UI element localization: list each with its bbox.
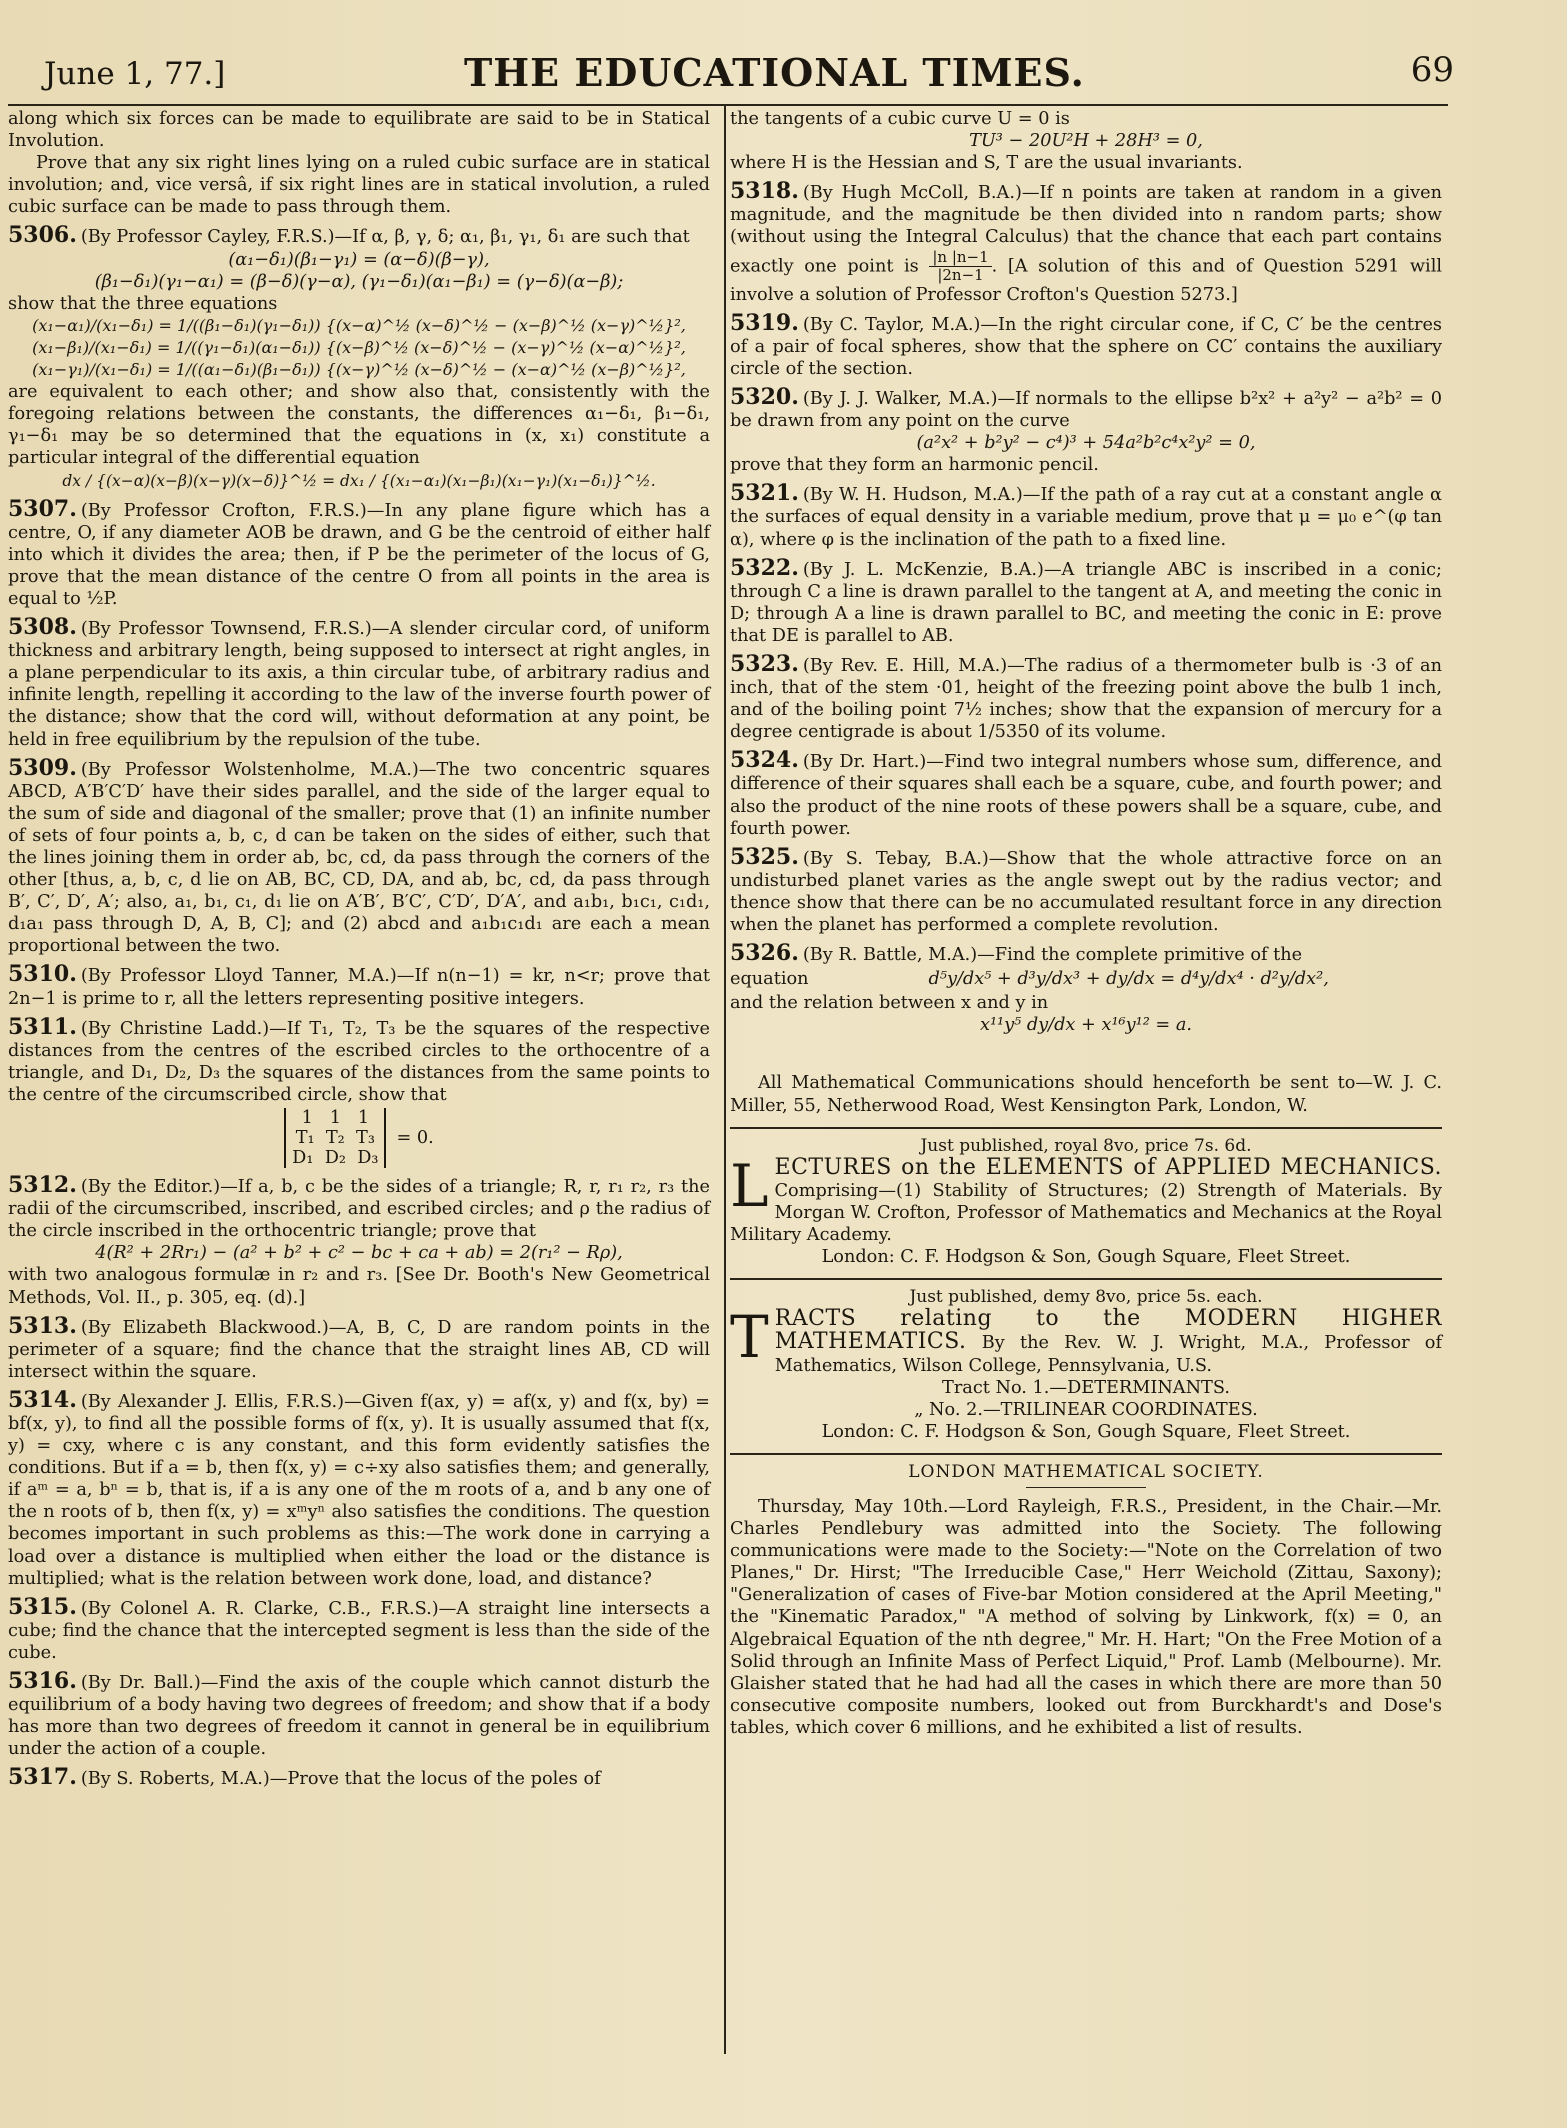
- question-text: (By J. J. Walker, M.A.)—If normals to the ellipse b²x² + a²y² − a²b² = 0 be drawn from any point on the curve: [730, 388, 1442, 432]
- left-column: [8, 108, 710, 1790]
- question-number: 5313.: [8, 1312, 77, 1339]
- tract-item: Tract No. 1.—DETERMINANTS.: [942, 1377, 1230, 1398]
- question-5316: [8, 1670, 710, 1760]
- page-number: 69: [1410, 50, 1454, 90]
- question-5320: [730, 383, 1442, 432]
- question-text: and the relation between x and y in: [730, 993, 1049, 1014]
- ad-text: By the Rev. W. J. Wright, M.A., Professor of Mathematics, Wilson College, Pennsylvania, U.S.: [774, 1333, 1443, 1376]
- question-text: (By W. H. Hudson, M.A.)—If the path of a ray cut at a constant angle α the surfaces of equal density in a variable medium, prove that μ = μ₀ e^(φ tan α), where φ is the inclination of the path to a fixed line.: [730, 485, 1442, 550]
- ad-publisher: London: C. F. Hodgson & Son, Gough Square, Fleet Street.: [821, 1247, 1351, 1268]
- question-5321: [730, 482, 1442, 550]
- question-text: (By Professor Lloyd Tanner, M.A.)—If n(n−1) = kr, n<r; prove that 2n−1 is prime to r, all the letters representing positive integers.: [8, 966, 710, 1009]
- differential-equation: dx / {(x−α)(x−β)(x−γ)(x−δ)}^½ = dx₁ / {(x₁−α₁)(x₁−β₁)(x₁−γ₁)(x₁−δ₁)}^½.: [62, 471, 656, 490]
- formula: 4(R² + 2Rr₁) − (a² + b² + c² − bc + ca + ab) = 2(r₁² − Rρ),: [95, 1243, 623, 1264]
- question-number: 5316.: [8, 1668, 77, 1694]
- question-number: 5325.: [730, 843, 799, 870]
- question-number: 5318.: [730, 178, 799, 205]
- ad-publisher: London: C. F. Hodgson & Son, Gough Square, Fleet Street.: [821, 1421, 1351, 1442]
- question-text: (By Rev. E. Hill, M.A.)—The radius of a thermometer bulb is ·3 of an inch, that of the stem ·01, height of the freezing point above the bulb 1 inch, and of the boiling point 7½ inches; show that the expansion of mercury for a degree centigrade is about 1/5350 of its volume.: [730, 655, 1442, 743]
- question-text: (By Professor Crofton, F.R.S.)—In any plane figure which has a centre, O, if any diameter AOB be drawn, and G be the centroid of either half into which it divides the area; then, if P be the perimeter of the locus of G, prove that the mean distance of the centre O from all points in the area is equal to ½P.: [8, 500, 710, 609]
- question-text: prove that they form an harmonic pencil.: [730, 455, 1099, 476]
- question-number: 5307.: [8, 495, 77, 522]
- advertisement-tracts: [730, 1303, 1443, 1376]
- society-report: Thursday, May 10th.—Lord Rayleigh, F.R.S., President, in the Chair.—Mr. Charles Pendlebury was admitted into the Society. The following communications were made to the Society:—"Note on the Correlation of two Planes," Dr. Hirst; "The Irreducible Case," Herr Weichold (Zittau, Saxony); "Generalization of cases of Five-bar Motion considered at the April Meeting," the "Kinematic Paradox," "A method of solving by Linkwork, f(x) = 0, an Algebraical Equation of the nth degree," Mr. H. Hart; "On the Free Motion of a Solid through an Infinite Mass of Perfect Liquid," Prof. Lamb (Melbourne). Mr. Glaisher stated that he had had all the cases in which there are more than 50 consecutive composite numbers, looked out from Burckhardt's and Dose's tables, which cover 6 millions, and he exhibited a list of results.: [730, 1496, 1442, 1738]
- continued-text: where H is the Hessian and S, T are the usual invariants.: [730, 153, 1243, 174]
- question-5315: [8, 1593, 710, 1664]
- section-rule: [730, 1453, 1442, 1455]
- question-number: 5321.: [730, 480, 799, 507]
- question-number: 5312.: [8, 1172, 77, 1199]
- formula: (β₁−δ₁)(γ₁−α₁) = (β−δ)(γ−α), (γ₁−δ₁)(α₁−β₁) = (γ−δ)(α−β);: [94, 271, 624, 292]
- ad-text: Comprising—(1) Stability of Structures; (2) Strength of Materials. By Morgan W. Crofton, Professor of Mathematics and Mechanics at the Royal Military Academy.: [730, 1180, 1442, 1246]
- question-5314: [8, 1386, 710, 1590]
- question-number: 5317.: [8, 1764, 77, 1791]
- equation: (x₁−γ₁)/(x₁−δ₁) = 1/((α₁−δ₁)(β₁−δ₁)) {(x−γ)^½ (x−δ)^½ − (x−α)^½ (x−β)^½}²,: [32, 360, 686, 380]
- question-number: 5322.: [730, 554, 799, 581]
- question-5310: [8, 963, 710, 1009]
- question-number: 5311.: [8, 1013, 77, 1040]
- intro-text-2: Prove that any six right lines lying on a ruled cubic surface are in statical involution; and, vice versâ, if six right lines are in statical involution, a ruled cubic surface can be made to pass through them.: [8, 153, 710, 218]
- formula: (a²x² + b²y² − c⁴)³ + 54a²b²c⁴x²y² = 0,: [916, 433, 1256, 454]
- question-text: (By Colonel A. R. Clarke, C.B., F.R.S.)—A straight line intersects a cube; find the chance that the intercepted segment is less than the side of the cube.: [8, 1598, 710, 1663]
- question-text: (By R. Battle, M.A.)—Find the complete primitive of the: [802, 945, 1303, 966]
- question-number: 5310.: [8, 961, 77, 988]
- question-number: 5314.: [8, 1386, 77, 1413]
- advertisement-lectures: [730, 1151, 1442, 1246]
- formula: x¹¹y⁵ dy/dx + x¹⁶y¹² = a.: [979, 1015, 1193, 1036]
- page-header: [44, 42, 1454, 100]
- differential-equation: d⁵y/dx⁵ + d³y/dx³ + dy/dx = d⁴y/dx⁴ · d²y/dx²,: [928, 969, 1329, 990]
- fraction-numerator: |n |n−1: [929, 249, 991, 267]
- drop-cap: T: [730, 1303, 769, 1372]
- question-5306: [8, 224, 710, 248]
- question-5319: [730, 309, 1442, 380]
- question-number: 5309.: [8, 754, 77, 781]
- question-text: (By Professor Wolstenholme, M.A.)—The two concentric squares ABCD, A′B′C′D′ have their sides parallel, and the side of the larger equal to the sum of side and diagonal of the smaller; prove that (1) an infinite number of sets of four points a, b, c, d can be taken on the sides of either, such that the lines joining them in order ab, bc, cd, da pass through the corners of the other [thus, a, b, c, d lie on AB, BC, CD, DA, and ab, bc, cd, da pass through B′, C′, D′, A′; also, a₁, b₁, c₁, d₁ lie on A′B′, B′C′, C′D′, D′A′, and a₁b₁, b₁c₁, c₁d₁, d₁a₁ pass through D, A, B, C]; and (2) abcd and a₁b₁c₁d₁ are each a mean proportional between the two.: [8, 759, 710, 957]
- question-number: 5319.: [730, 309, 799, 336]
- question-5311: [8, 1013, 710, 1106]
- question-text: (By Dr. Ball.)—Find the axis of the couple which cannot disturb the equilibrium of a body having two degrees of freedom; and show that if a body has more than two degrees of freedom it cannot in general be in equilibrium under the action of a couple.: [8, 1673, 710, 1760]
- journal-title: THE EDUCATIONAL TIMES.: [464, 50, 1085, 95]
- differential-equation-row: [730, 968, 1442, 990]
- ad-title: ECTURES on the ELEMENTS of APPLIED MECHANICS.: [774, 1154, 1442, 1180]
- question-text: with two analogous formulæ in r₂ and r₃. [See Dr. Booth's New Geometrical Methods, Vol. II., p. 305, eq. (d).]: [8, 1265, 710, 1308]
- column-divider: [724, 104, 726, 2054]
- question-5309: [8, 754, 710, 958]
- question-number: 5324.: [730, 747, 799, 774]
- drop-cap: L: [730, 1151, 769, 1220]
- question-text: (By S. Tebay, B.A.)—Show that the whole attractive force on an undisturbed planet varies as the angle swept out by the radius vector; and thence show that there can be no accumulated resultant force in any direction when the planet has performed a complete revolution.: [730, 848, 1442, 935]
- header-rule: [8, 104, 1448, 106]
- determinant-row: T₁ T₂ T₃: [295, 1128, 375, 1149]
- question-5307: [8, 495, 710, 610]
- issue-date: June 1, 77.]: [44, 56, 226, 92]
- question-text: are equivalent to each other; and show also that, consistently with the foregoing relations between the constants, the differences α₁−δ₁, β₁−δ₁, γ₁−δ₁ may be so determined that the equations in (x, x₁) constitute a particular integral of the differential equation: [8, 382, 710, 469]
- equals-zero: = 0.: [396, 1127, 434, 1148]
- question-5308: [8, 616, 710, 751]
- determinant-equation: [8, 1108, 710, 1168]
- question-text: (By Alexander J. Ellis, F.R.S.)—Given f(ax, y) = af(x, y) and f(x, by) = bf(x, y), to find all the possible forms of f(x, y). It is usually assumed that f(x, y) = cxy, where c is any constant, and this form evidently satisfies the conditions. But if a = b, then f(x, y) = c÷xy also satisfies them; and generally, if aᵐ = a, bⁿ = b, that is, if a is any one of the m roots of a, and b any one of the n roots of b, then f(x, y) = xᵐyⁿ also satisfies the conditions. The question becomes important in such problems as this:—The work done in carrying a load over a distance is multiplied when either the load or the distance is multiplied; what is the relation between work done, load, and distance?: [8, 1391, 710, 1589]
- ad-heading: Just published, demy 8vo, price 5s. each.: [909, 1287, 1263, 1308]
- question-text: (By C. Taylor, M.A.)—In the right circular cone, if C, C′ be the centres of a pair of focal spheres, show that the sphere on CC′ contains the auxiliary circle of the section.: [730, 314, 1442, 379]
- formula: (α₁−δ₁)(β₁−γ₁) = (α−δ)(β−γ),: [228, 249, 490, 270]
- ad-title: RACTS relating to the MODERN HIGHER MATHEMATICS.: [774, 1306, 1442, 1355]
- question-number: 5326.: [730, 940, 799, 967]
- equation: (x₁−β₁)/(x₁−δ₁) = 1/((γ₁−δ₁)(α₁−δ₁)) {(x−β)^½ (x−δ)^½ − (x−γ)^½ (x−α)^½}²,: [32, 337, 686, 357]
- section-heading: LONDON MATHEMATICAL SOCIETY.: [908, 1461, 1264, 1482]
- question-5326: [730, 942, 1442, 966]
- question-text: (By S. Roberts, M.A.)—Prove that the locus of the poles of: [80, 1769, 601, 1790]
- question-text: (By Elizabeth Blackwood.)—A, B, C, D are random points in the perimeter of a square; find the chance that the straight lines AB, CD will intersect within the square.: [8, 1317, 710, 1382]
- question-number: 5306.: [8, 222, 77, 249]
- question-5322: [730, 554, 1442, 647]
- intro-text: along which six forces can be made to equilibrate are said to be in Statical Involution.: [8, 109, 710, 152]
- determinant-row: 1 1 1: [301, 1108, 370, 1129]
- question-5312: [8, 1174, 710, 1242]
- equation-label: equation: [730, 969, 809, 990]
- question-text: (By J. L. McKenzie, B.A.)—A triangle ABC is inscribed in a conic; through C a line is drawn parallel to the tangent at A, and meeting the conic in D; through A a line is drawn parallel to BC, and meeting the conic in E: prove that DE is parallel to AB.: [730, 559, 1442, 646]
- question-5318: [730, 180, 1442, 305]
- equation: (x₁−α₁)/(x₁−δ₁) = 1/((β₁−δ₁)(γ₁−δ₁)) {(x−α)^½ (x−δ)^½ − (x−β)^½ (x−γ)^½}²,: [32, 315, 686, 335]
- right-column: [730, 108, 1442, 1739]
- correspondence-notice: All Mathematical Communications should henceforth be sent to—W. J. C. Miller, 55, Netherwood Road, West Kensington Park, London, W.: [730, 1073, 1442, 1116]
- continued-text: the tangents of a cubic curve U = 0 is: [730, 109, 1070, 129]
- ad-heading: Just published, royal 8vo, price 7s. 6d.: [920, 1135, 1252, 1156]
- question-number: 5323.: [730, 650, 799, 677]
- question-text: (By Professor Cayley, F.R.S.)—If α, β, γ, δ; α₁, β₁, γ₁, δ₁ are such that: [80, 227, 690, 248]
- question-text: . [A solution of this and of Question 5291 will involve a solution of Professor Crofton's Question 5273.]: [730, 256, 1443, 305]
- question-text: (By Dr. Hart.)—Find two integral numbers whose sum, difference, and difference of their squares shall each be a square, cube, and fourth power; and also the product of the nine roots of these powers shall be a square, cube, and fourth power.: [730, 752, 1442, 839]
- question-5323: [730, 650, 1442, 743]
- question-number: 5320.: [730, 383, 799, 410]
- question-5313: [8, 1312, 710, 1383]
- section-rule: [730, 1127, 1442, 1129]
- question-number: 5315.: [8, 1593, 77, 1620]
- determinant-row: D₁ D₂ D₃: [292, 1148, 379, 1169]
- question-text: show that the three equations: [8, 293, 278, 314]
- determinant: [284, 1108, 386, 1168]
- question-5317: [8, 1766, 710, 1790]
- tract-item: „ No. 2.—TRILINEAR COORDINATES.: [914, 1399, 1258, 1420]
- formula: TU³ − 20U²H + 28H³ = 0,: [969, 131, 1203, 152]
- fraction-denominator: |2n−1: [937, 265, 984, 284]
- question-text: (By Christine Ladd.)—If T₁, T₂, T₃ be the squares of the respective distances from the centres of the escribed circles to the orthocentre of a triangle, and D₁, D₂, D₃ the squares of the distances from the same points to the centre of the circumscribed circle, show that: [8, 1018, 710, 1105]
- short-rule: [1026, 1487, 1146, 1488]
- section-rule: [730, 1278, 1442, 1280]
- question-number: 5308.: [8, 614, 77, 641]
- question-text: (By the Editor.)—If a, b, c be the sides of a triangle; R, r, r₁ r₂, r₃ the radii of the circumscribed, inscribed, and escribed circles; and ρ the radius of the circle inscribed in the orthocentric triangle; prove that: [8, 1177, 710, 1242]
- question-5325: [730, 843, 1442, 936]
- chance-fraction: [929, 249, 991, 284]
- question-text: (By Professor Townsend, F.R.S.)—A slender circular cord, of uniform thickness and arbitrary length, being supposed to intersect at right angles, in a plane perpendicular to its axis, a thin circular tube, of arbitrary radius and infinite length, repelling it according to the law of the inverse fourth power of the distance; show that the cord will, without deformation at any point, be held in free equilibrium by the repulsion of the tube.: [8, 619, 710, 750]
- question-text: (By Hugh McColl, B.A.)—If n points are taken at random in a given magnitude, and the magnitude be then divided into n random parts; show (without using the Integral Calculus) that the chance that each part contains exactly one point is: [730, 183, 1442, 277]
- question-5324: [730, 749, 1442, 839]
